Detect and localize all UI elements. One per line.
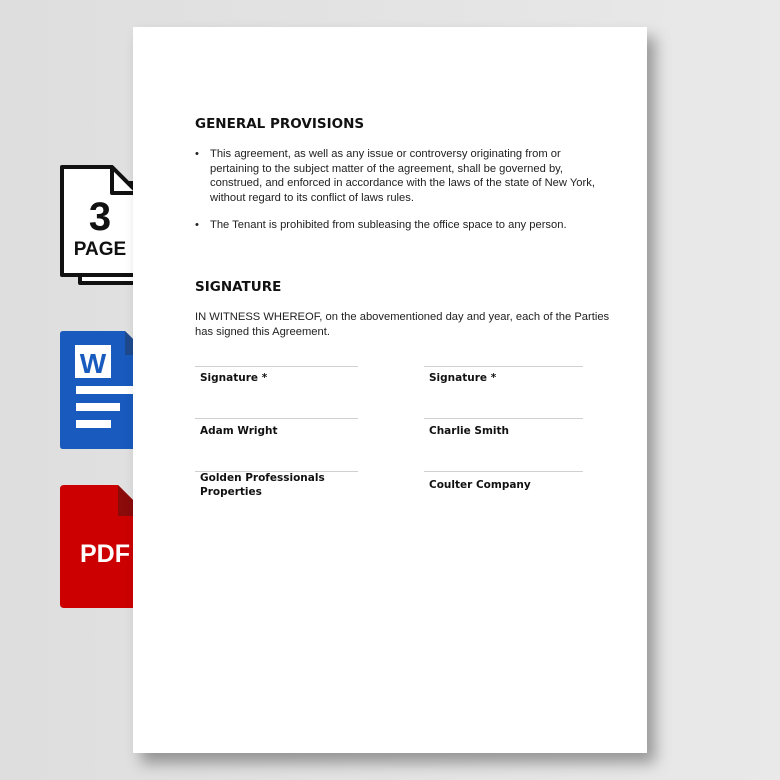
text-line: has signed this Agreement. — [195, 325, 330, 338]
text-line: • This agreement, as well as any issue or controversy originating from or — [210, 148, 561, 160]
company-name — [200, 471, 325, 499]
text-line: Golden Professionals — [200, 472, 325, 484]
divider — [424, 366, 583, 367]
divider — [424, 471, 583, 472]
signature-field[interactable]: Signature * — [429, 372, 497, 384]
text-line: Properties — [200, 486, 262, 498]
list-item — [210, 218, 595, 233]
general-provisions-heading: GENERAL PROVISIONS — [195, 116, 365, 132]
company-name: Coulter Company — [429, 479, 531, 491]
witness-paragraph — [195, 310, 609, 339]
signer-name: Adam Wright — [200, 425, 278, 437]
general-provisions-list — [210, 147, 595, 233]
text-line: IN WITNESS WHEREOF, on the abovementioned day and year, each of the Parties — [195, 311, 610, 323]
pdf-label: PDF — [80, 540, 130, 568]
divider — [195, 418, 358, 419]
word-letter: W — [79, 348, 107, 379]
signature-field[interactable]: Signature * — [200, 372, 268, 384]
text-line: pertaining to the subject matter of the agreement, shall be governed by, — [210, 162, 564, 175]
signature-heading: SIGNATURE — [195, 279, 282, 295]
list-item — [210, 147, 595, 205]
document-page — [133, 27, 647, 753]
divider — [195, 366, 358, 367]
page-count-number: 3 — [88, 195, 112, 239]
text-line: • The Tenant is prohibited from subleasing the office space to any person. — [210, 219, 567, 231]
text-line: without regard to its conflict of laws rules. — [210, 191, 414, 204]
divider — [424, 418, 583, 419]
page-count-label: PAGE — [73, 239, 127, 260]
signer-name: Charlie Smith — [429, 425, 510, 437]
text-line: construed, and enforced in accordance with the laws of the state of New York, — [210, 177, 595, 189]
